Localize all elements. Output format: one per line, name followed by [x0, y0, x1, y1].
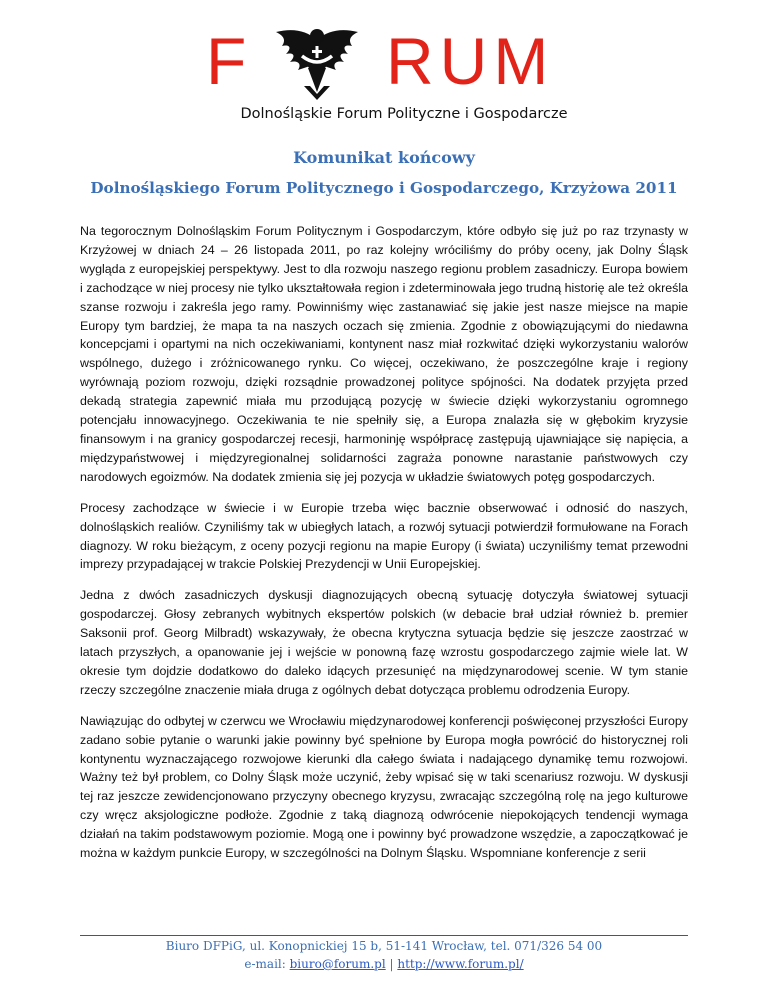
- document-subtitle: Dolnośląskiego Forum Politycznego i Gospodarczego, Krzyżowa 2011: [90, 179, 678, 197]
- logo-wordmark: [200, 26, 570, 96]
- email-link[interactable]: biuro@forum.pl: [289, 957, 386, 971]
- footer-email-label: e-mail:: [244, 957, 290, 971]
- logo-letter-f: F: [206, 24, 249, 98]
- document-body: [80, 222, 688, 875]
- eagle-icon: [262, 26, 372, 102]
- footer-address: Biuro DFPiG, ul. Konopnickiej 15 b, 51-141 Wrocław, tel. 071/326 54 00: [165, 939, 603, 953]
- paragraph: Nawiązując do odbytej w czerwcu we Wrocławiu międzynarodowej konferencji poświęconej przyszłości Europy zadano sobie pytanie o warunki jakie powinny być spełnione by Europa mogła powrócić do historycznej roli kontynentu wyznaczającego rozwojowe kierunki dla całego świata i nadającego dynamikę temu rozwojowi. Ważny też był problem, co Dolny Śląsk może uczynić, żeby wpisać się w taki scenariusz rozwoju. W dyskusji tej raz jeszcze zewidencjonowano przyczyny obecnego kryzysu, zwracając szczególną rolę na jego kulturowe czy wręcz aksjologiczne podłoże. Zgodnie z taką diagnozą odwrócenie niepokojących tendencji wymaga działań na takim podstawowym poziomie. Mogą one i powinny być prowadzone wszędzie, a zapoczątkować je można w każdym punkcie Europy, w szczególności na Dolnym Śląsku. Wspomniane konferencje z serii: [80, 713, 688, 861]
- logo-letters-rum: RUM: [386, 24, 555, 98]
- paragraph: Jedna z dwóch zasadniczych dyskusji diagnozujących obecną sytuację dotyczyła światowej sytuacji gospodarczej. Głosy zebranych wybitnych ekspertów polskich (w debacie brał udział również b. premier Saksonii prof. Georg Milbradt) wskazywały, że obecna krytyczna sytuacja będzie się jeszcze zaostrzać w latach przyszłych, a opanowanie jej i wejście w ponowną fazę wzrostu gospodarczego zajmie wiele lat. W okresie tym dojdzie dodatkowo do daleko idących przesunięć na międzynarodowej scenie. W tym stanie rzeczy szczególne znaczenie miała druga z ogólnych debat dotycząca problemu odrodzenia Europy.: [80, 588, 688, 697]
- logo-subtitle: Dolnośląskie Forum Polityczne i Gospodarcze: [240, 106, 568, 122]
- website-link[interactable]: http://www.forum.pl/: [397, 957, 524, 971]
- paragraph: Na tegorocznym Dolnośląskim Forum Politycznym i Gospodarczym, które odbyło się już po raz trzynasty w Krzyżowej w dniach 24 – 26 listopada 2011, po raz kolejny wróciliśmy do próby oceny, jak Dolny Śląsk wygląda z europejskiej perspektywy. Jest to dla rozwoju naszego regionu problem zasadniczy. Europa bowiem i zachodzące w niej procesy nie tylko ukształtowała region i zdeterminowała jego trudną historię ale też określa szanse rozwoju i zakreśla jego ramy. Powinniśmy więc zastanawiać się jakie jest nasze miejsce na mapie Europy tym bardziej, że mapa ta na naszych oczach się zmienia. Zgodnie z obowiązującymi do niedawna koncepcjami i opartymi na nich oczekiwaniami, kontynent nasz miał rozkwitać dzięki wykorzystaniu walorów wspólnego, dużego i zróżnicowanego rynku. Co więcej, oczekiwano, że poszczególne kraje i regiony wyrównają poziom rozwoju, dzięki rozsądnie prowadzonej polityce spójności. Na dodatek przyjęta przed dekadą strategia zapewnić miała mu przodującą pozycję w świecie dzięki wykorzystaniu ogromnego potencjału innowacyjnego. Oczekiwania te nie spełniły się, a Europa znalazła się w głębokim kryzysie finansowym i na granicy gospodarczej recesji, harmoninję współpracę zastępują ujawniające się napięcia, a międzypaństwowej i międzyregionalnej solidarności zagraża ponowne narastanie państwowych czy narodowych egoizmów. Na dodatek zmienia się jej pozycja w układzie światowych potęg gospodarczych.: [80, 224, 688, 484]
- document-title: Komunikat końcowy: [293, 148, 475, 167]
- paragraph: Procesy zachodzące w świecie i w Europie trzeba więc bacznie obserwować i odnosić do naszych, dolnośląskich realiów. Czyniliśmy tak w ubiegłych latach, a rozwój sytuacji potwierdził formułowane na Forach diagnozy. W roku bieżącym, z oceny pozycji regionu na mapie Europy (i świata) uczyniliśmy temat przewodni imprezy przypadającej w trakcie Polskiej Prezydencji w Unii Europejskiej.: [80, 500, 688, 572]
- footer-divider: [80, 935, 688, 936]
- footer-separator: |: [385, 957, 398, 971]
- footer-contact: [0, 957, 768, 971]
- forum-logo: [0, 20, 768, 130]
